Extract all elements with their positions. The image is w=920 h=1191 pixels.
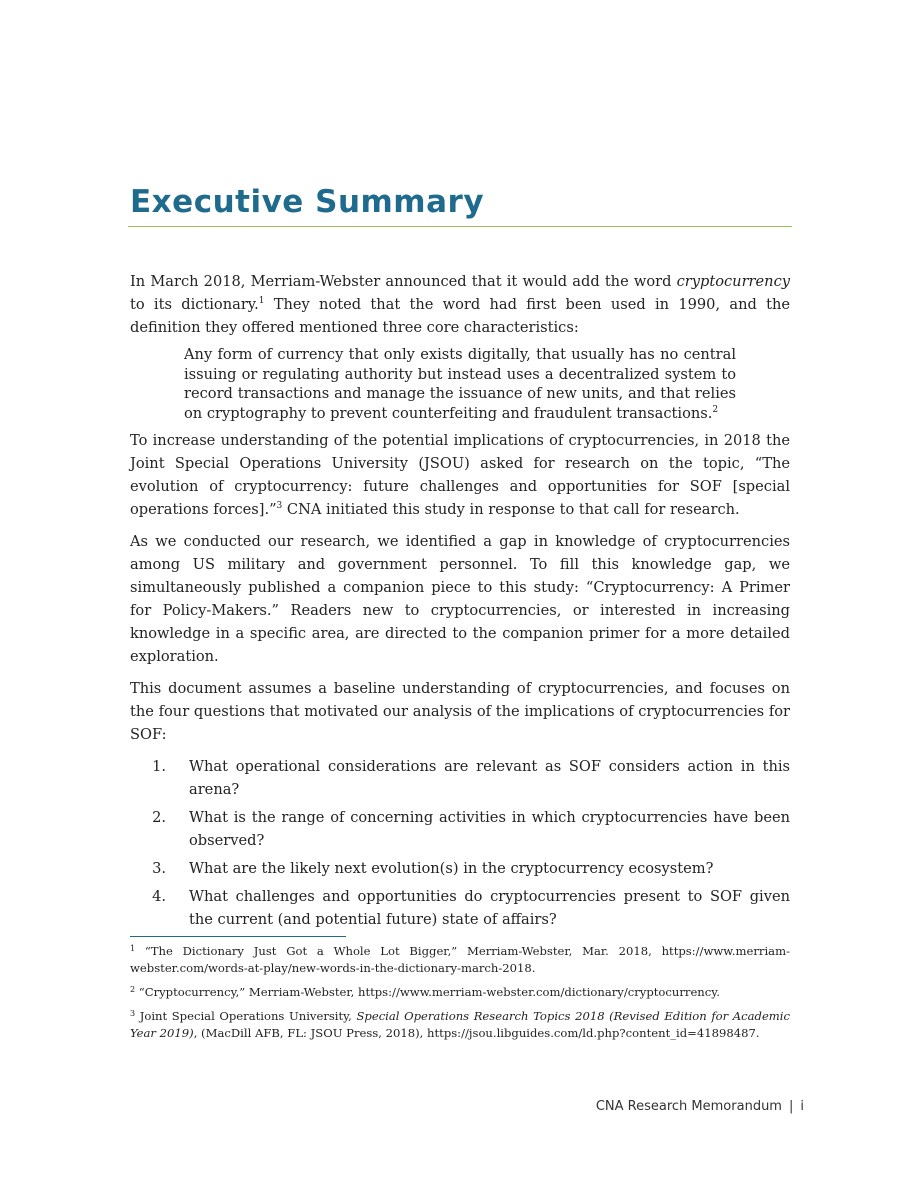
publication-name: CNA Research Memorandum xyxy=(595,1099,782,1114)
footnote-ref-2[interactable]: 2 xyxy=(712,404,719,415)
footnote-3: $^3$ Joint Special Operations University, Special Operations Research Topics 2018 (Revised Edition for Academic Year 2019), (MacDill AFB, FL: JSOU Press, 2018), https://jsou.libguides.com/ld.php?content_id=41898487. xyxy=(130,1009,790,1040)
definition-blockquote: Any form of currency that only exists digitally, that usually has no central issuing or regulating authority but instead uses a decentralized system to record transactions and manage the issuance of new units, and that relies on cryptography to prevent counterfeiting and fraudulent transactions.$^2$ xyxy=(184,346,736,422)
footnote-1: $^1$ “The Dictionary Just Got a Whole Lot Bigger,” Merriam-Webster, Mar. 2018, https://www.merriam-webster.com/words-at-play/new-words-in-the-dictionary-march-2018. xyxy=(130,944,791,975)
page-title: Executive Summary xyxy=(130,184,485,220)
footer-separator: | xyxy=(788,1099,794,1114)
title-divider xyxy=(128,226,792,227)
list-item: 2. What is the range of concerning activities in which cryptocurrencies have been observed? xyxy=(152,809,790,849)
footnote-divider xyxy=(130,936,346,937)
research-questions-list xyxy=(130,755,790,931)
list-item: 1. What operational considerations are relevant as SOF considers action in this arena? xyxy=(152,758,790,798)
page-number: i xyxy=(800,1099,804,1114)
jsou-paragraph: To increase understanding of the potential implications of cryptocurrencies, in 2018 the Joint Special Operations University (JSOU) asked for research on the topic, “The evolution of cryptocurrency: future challenges and opportunities for SOF [special operations forces].”$^3$ CNA initiated this study in response to that call for research. xyxy=(130,432,790,518)
intro-paragraph: In March 2018, Merriam-Webster announced that it would add the word cryptocurrency to its dictionary.$^1$ They noted that the word had first been used in 1990, and the definition they offered mentioned three core characteristics: xyxy=(130,273,790,336)
term-cryptocurrency: cryptocurrency xyxy=(676,273,790,290)
footnote-ref-3[interactable]: 3 xyxy=(276,501,283,511)
footnote-ref-1[interactable]: 1 xyxy=(258,296,265,306)
page-footer xyxy=(596,1099,804,1114)
body-text xyxy=(130,270,790,936)
questions-intro-paragraph: This document assumes a baseline understanding of cryptocurrencies, and focuses on the four questions that motivated our analysis of the implications of cryptocurrencies for SOF: xyxy=(130,680,790,743)
list-item: 4. What challenges and opportunities do cryptocurrencies present to SOF given the current (and potential future) state of affairs? xyxy=(152,888,790,928)
knowledge-gap-paragraph: As we conducted our research, we identified a gap in knowledge of cryptocurrencies among US military and government personnel. To fill this knowledge gap, we simultaneously published a companion piece to this study: “Cryptocurrency: A Primer for Policy-Makers.” Readers new to cryptocurrencies, or interested in increasing knowledge in a specific area, are directed to the companion primer for a more detailed exploration. xyxy=(130,533,790,665)
list-item: 3. What are the likely next evolution(s) in the cryptocurrency ecosystem? xyxy=(152,860,714,877)
footnote-2: $^2$ “Cryptocurrency,” Merriam-Webster, https://www.merriam-webster.com/dictionary/cryptocurrency. xyxy=(130,985,720,999)
footnotes xyxy=(130,943,790,1049)
